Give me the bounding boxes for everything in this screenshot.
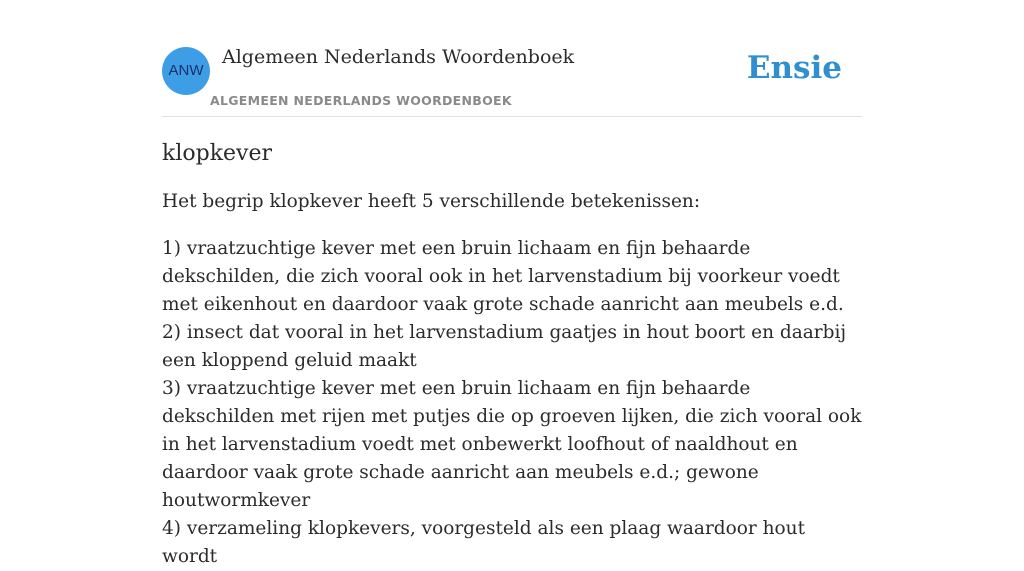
site-subtitle: ALGEMEEN NEDERLANDS WOORDENBOEK	[210, 93, 512, 108]
definition-item: 3) vraatzuchtige kever met een bruin lichaam en fijn behaarde dekschilden met rijen met putjes die op groeven lijken, die zich vooral ook in het larvenstadium voedt met onbewerkt loofhout of naaldhout en daardoor vaak grote schade aanricht aan meubels e.d.; gewone houtwormkever	[162, 378, 862, 511]
entry-content	[162, 138, 862, 571]
anw-logo[interactable]: ANW	[162, 47, 210, 95]
definitions-list	[162, 235, 862, 571]
definition-item: 4) verzameling klopkevers, voorgesteld als een plaag waardoor hout wordt	[162, 518, 806, 567]
entry-title: klopkever	[162, 141, 273, 166]
definition-item: 2) insect dat vooral in het larvenstadium gaatjes in hout boort en daarbij een kloppend geluid maakt	[162, 322, 847, 371]
ensie-brand-logo[interactable]: Ensie	[746, 50, 842, 86]
site-title[interactable]: Algemeen Nederlands Woordenboek	[222, 46, 575, 68]
definition-item: 1) vraatzuchtige kever met een bruin lichaam en fijn behaarde dekschilden, die zich vooral ook in het larvenstadium bij voorkeur voedt met eikenhout en daardoor vaak grote schade aanricht aan meubels e.d.	[162, 238, 844, 315]
site-header	[162, 40, 862, 117]
entry-intro: Het begrip klopkever heeft 5 verschillende betekenissen:	[162, 191, 701, 212]
